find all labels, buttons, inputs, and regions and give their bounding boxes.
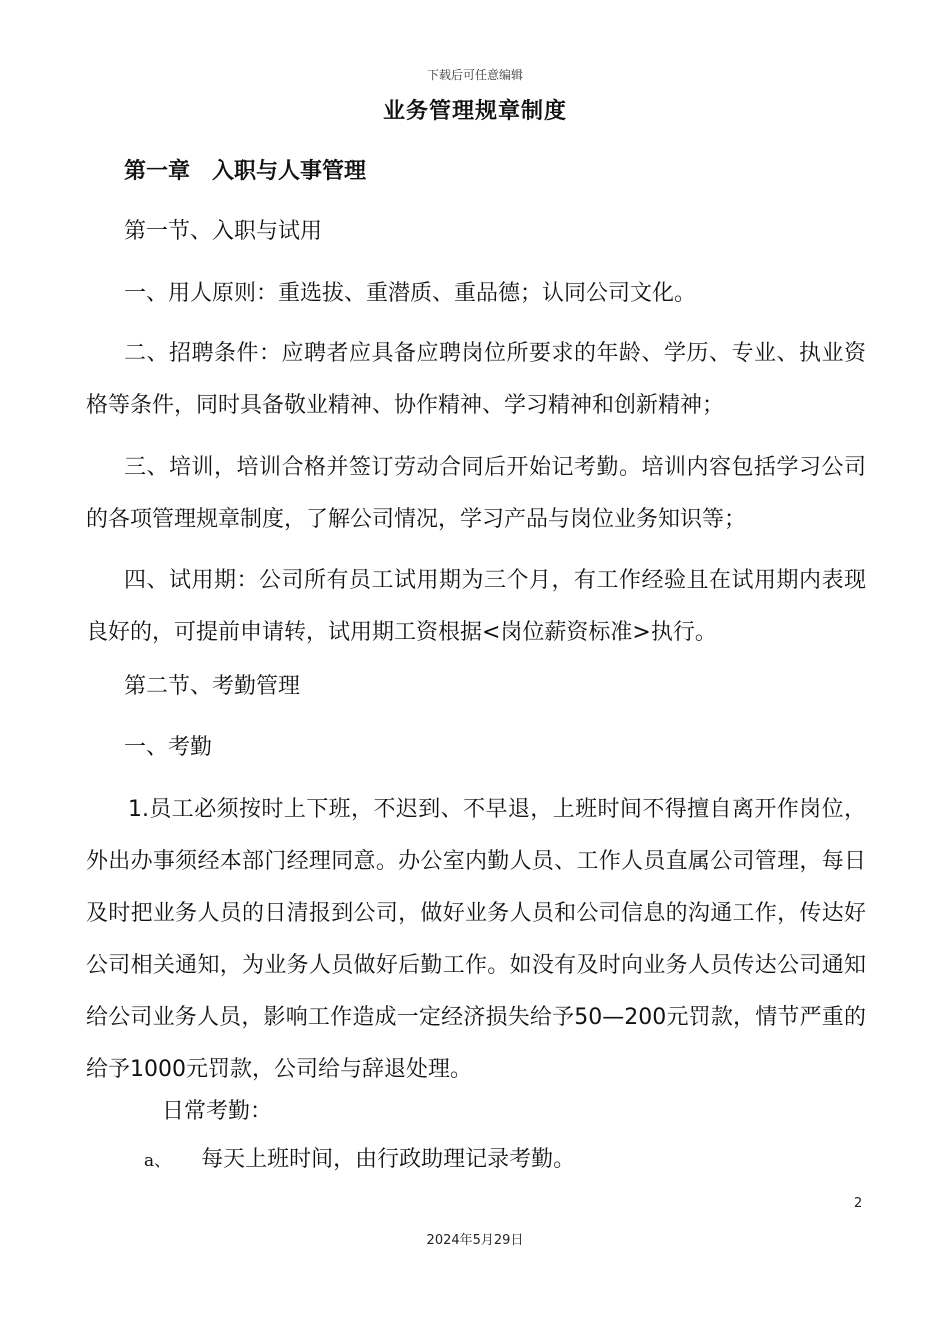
paragraph: 四、试用期：公司所有员工试用期为三个月，有工作经验且在试用期内表现良好的，可提前申请转，试用期工资根据<岗位薪资标准>执行。 [86,568,866,645]
chapter-heading [124,154,366,185]
footer-date: 2024年5月29日 [426,1233,524,1248]
paragraph: 1.员工必须按时上下班，不迟到、不早退，上班时间不得擅自离开作岗位，外出办事须经本部门经理同意。办公室内勤人员、工作人员直属公司管理，每日及时把业务人员的日清报到公司，做好业务人员和公司信息的沟通工作，传达好公司相关通知，为业务人员做好后勤工作。如没有及时向业务人员传达公司通知给公司业务人员，影响工作造成一定经济损失给予50—200元罚款，情节严重的给予1000元罚款，公司给与辞退处理。 [86,797,866,1082]
paragraph: 一、用人原则：重选拔、重潜质、重品德；认同公司文化。 [124,281,697,306]
paragraph: 三、培训，培训合格并签订劳动合同后开始记考勤。培训内容包括学习公司的各项管理规章制度，了解公司情况，学习产品与岗位业务知识等； [86,455,866,532]
subsection-heading: 一、考勤 [124,735,213,760]
header-note: 下载后可任意编辑 [426,68,523,82]
chapter-name: 入职与人事管理 [212,159,367,184]
daily-attendance-label: 日常考勤： [162,1099,273,1124]
list-item-text: 每天上班时间，由行政助理记录考勤。 [201,1147,576,1172]
paragraph: 二、招聘条件：应聘者应具备应聘岗位所要求的年龄、学历、专业、执业资格等条件，同时具备敬业精神、协作精神、学习精神和创新精神； [86,341,866,418]
page-number: 2 [854,1196,863,1211]
list-item-marker: a、 [144,1151,172,1171]
section-heading: 第二节、考勤管理 [124,674,301,699]
chapter-number: 第一章 [124,159,191,184]
document-title: 业务管理规章制度 [382,99,567,124]
section-heading: 第一节、入职与试用 [124,219,323,244]
list-item [144,1144,575,1177]
